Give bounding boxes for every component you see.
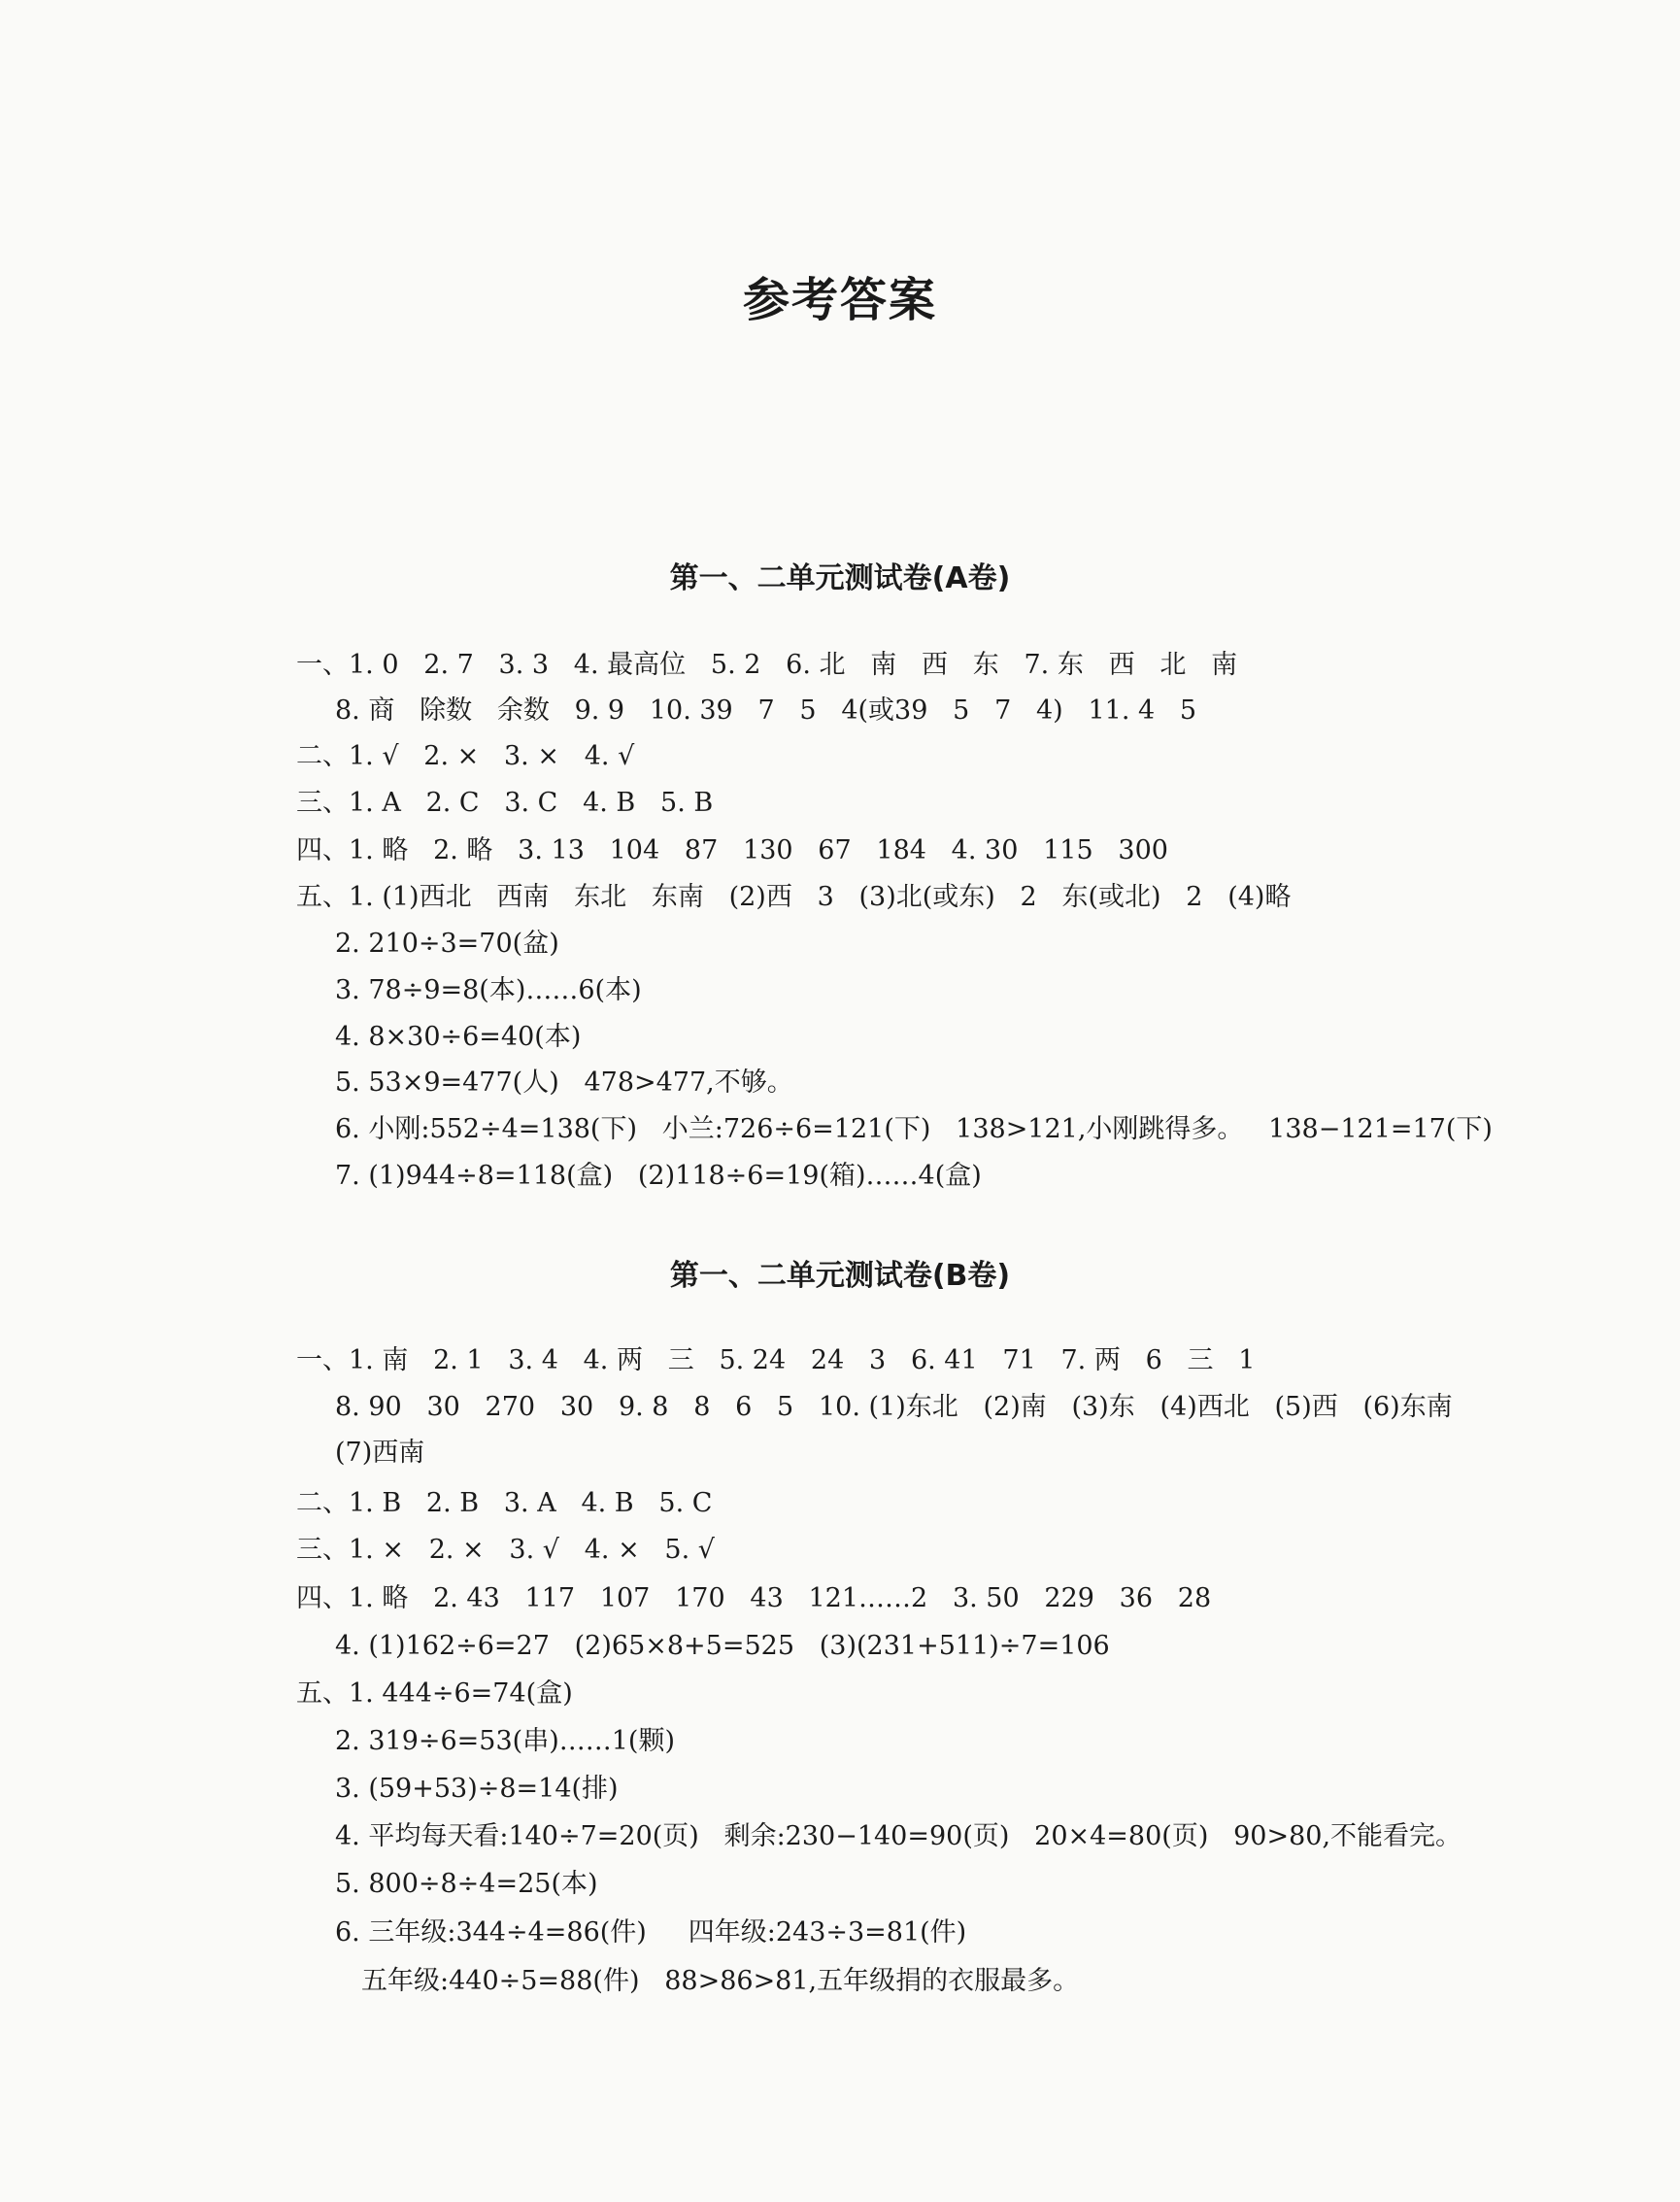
answer-line: (7)西南 (335, 1438, 425, 1468)
answer-line: 4. (1)162÷6=27 (2)65×8+5=525 (3)(231+511)÷7=106 (335, 1631, 1110, 1661)
answer-line: 4. 平均每天看:140÷7=20(页) 剩余:230−140=90(页) 20×4=80(页) 90>80,不能看完。 (335, 1821, 1462, 1851)
answer-line: 四、1. 略 2. 略 3. 13 104 87 130 67 184 4. 30 115 300 (296, 835, 1168, 865)
answer-line: 一、1. 0 2. 7 3. 3 4. 最高位 5. 2 6. 北 南 西 东 7. 东 西 北 南 (296, 650, 1238, 680)
answer-line: 8. 90 30 270 30 9. 8 8 6 5 10. (1)东北 (2)南 (3)东 (4)西北 (5)西 (6)东南 (335, 1392, 1453, 1422)
answer-line: 4. 8×30÷6=40(本) (335, 1022, 582, 1052)
answer-line: 一、1. 南 2. 1 3. 4 4. 两 三 5. 24 24 3 6. 41 71 7. 两 6 三 1 (296, 1345, 1256, 1375)
answer-line: 五、1. (1)西北 西南 东北 东南 (2)西 3 (3)北(或东) 2 东(或北) 2 (4)略 (296, 882, 1292, 912)
answer-line: 6. 小刚:552÷4=138(下) 小兰:726÷6=121(下) 138>121,小刚跳得多。 138−121=17(下) (335, 1114, 1493, 1144)
answer-line: 二、1. √ 2. × 3. × 4. √ (296, 741, 635, 771)
answer-line: 7. (1)944÷8=118(盒) (2)118÷6=19(箱)……4(盒) (335, 1161, 982, 1191)
answer-line: 2. 210÷3=70(盆) (335, 929, 559, 959)
answer-line: 2. 319÷6=53(串)……1(颗) (335, 1726, 675, 1756)
answer-line: 三、1. × 2. × 3. √ 4. × 5. √ (296, 1535, 715, 1565)
answer-line: 3. (59+53)÷8=14(排) (335, 1774, 619, 1804)
answer-line: 8. 商 除数 余数 9. 9 10. 39 7 5 4(或39 5 7 4) 11. 4 5 (335, 695, 1197, 726)
page-title: 参考答案 (742, 273, 937, 327)
section-b-title: 第一、二单元测试卷(B卷) (669, 1259, 1011, 1293)
answer-line: 五、1. 444÷6=74(盒) (296, 1678, 573, 1709)
answer-line: 6. 三年级:344÷4=86(件) 四年级:243÷3=81(件) (335, 1917, 967, 1948)
answer-line: 五年级:440÷5=88(件) 88>86>81,五年级捐的衣服最多。 (361, 1966, 1080, 1996)
answer-line: 三、1. A 2. C 3. C 4. B 5. B (296, 788, 714, 818)
answer-line: 5. 800÷8÷4=25(本) (335, 1869, 598, 1899)
answer-line: 四、1. 略 2. 43 117 107 170 43 121……2 3. 50 229 36 28 (296, 1583, 1212, 1613)
answer-line: 二、1. B 2. B 3. A 4. B 5. C (296, 1488, 713, 1518)
section-a-title: 第一、二单元测试卷(A卷) (669, 561, 1011, 595)
answer-line: 3. 78÷9=8(本)……6(本) (335, 975, 642, 1005)
answer-line: 5. 53×9=477(人) 478>477,不够。 (335, 1067, 793, 1098)
